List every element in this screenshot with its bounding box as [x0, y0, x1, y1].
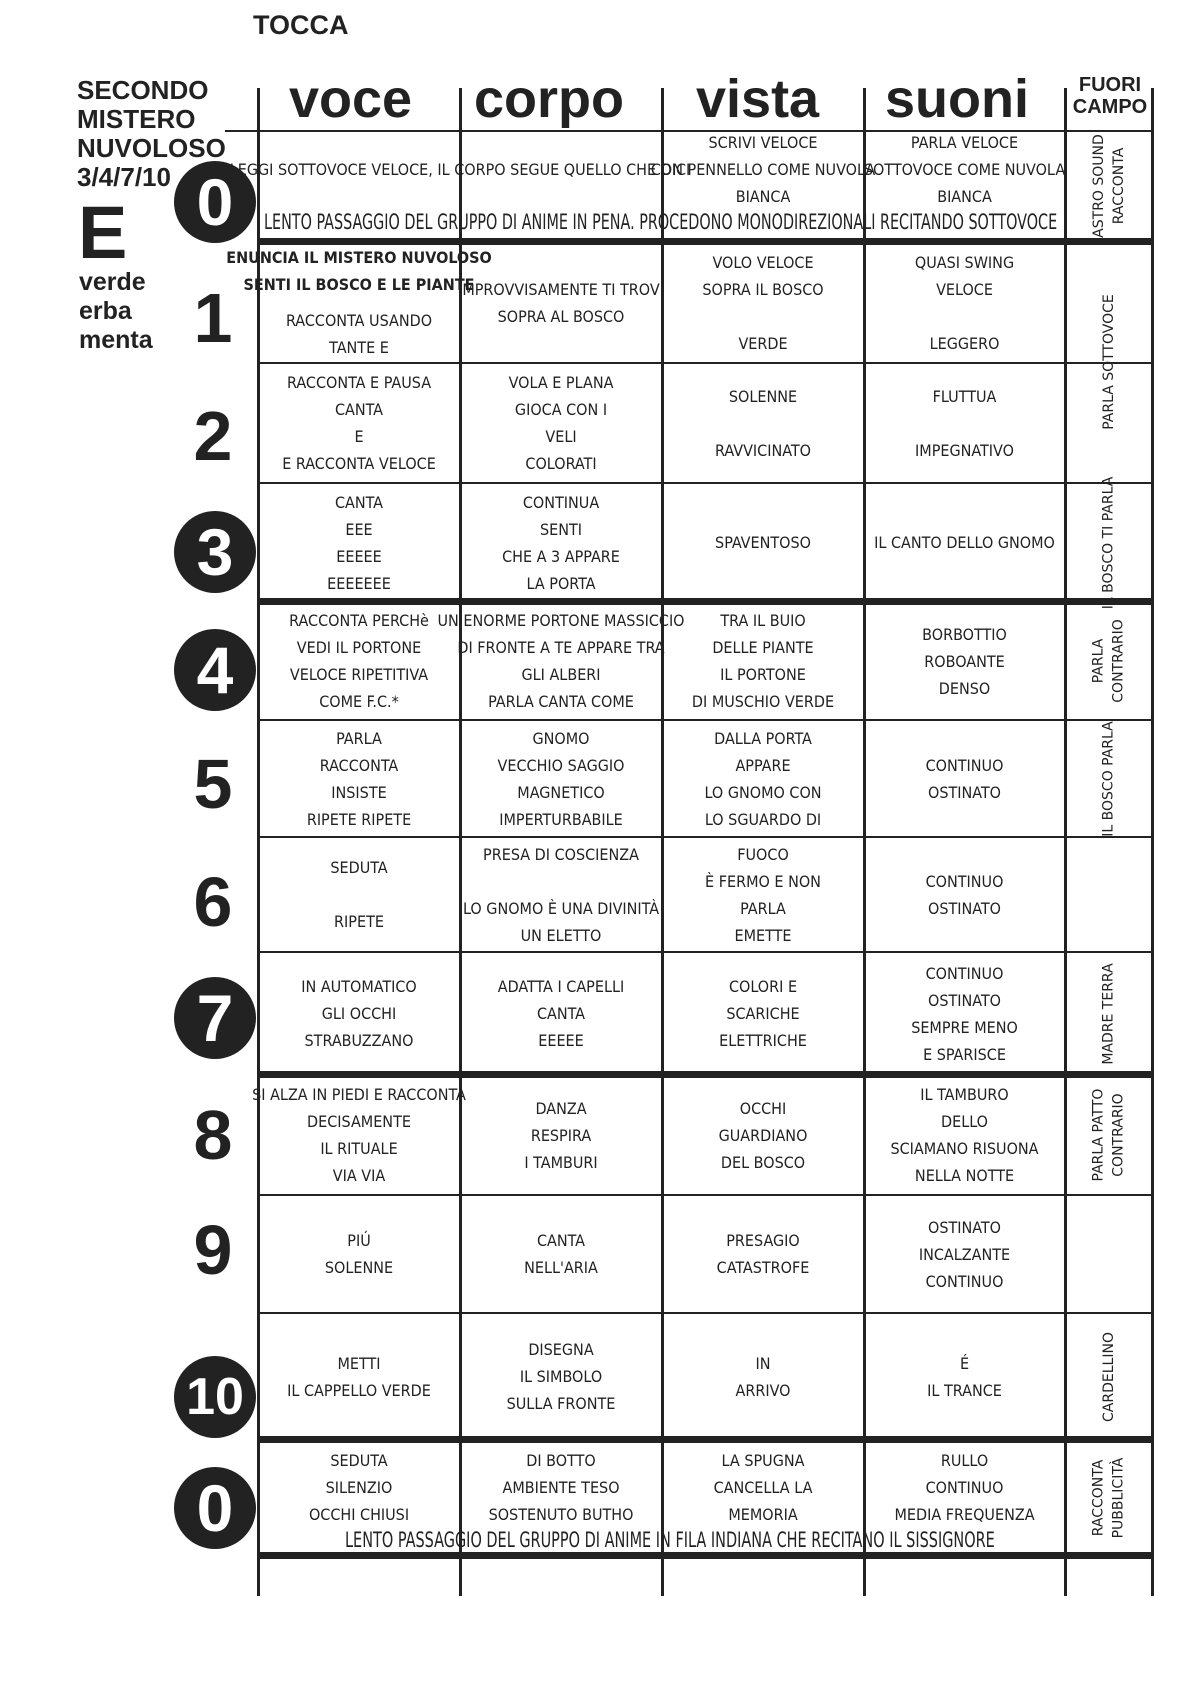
- cell-line: MEDIA FREQUENZA: [894, 1504, 1035, 1524]
- cell-line: CANTA: [536, 1231, 586, 1250]
- cell-line: DI MUSCHIO VERDE: [691, 692, 835, 711]
- cell-line: CANCELLA LA: [713, 1477, 813, 1497]
- cell-line: DELLE PIANTE: [712, 638, 814, 657]
- cell-line: SCARICHE: [726, 1004, 800, 1023]
- cell-line: LA PORTA: [526, 573, 596, 593]
- fuori-campo-text: [1089, 134, 1129, 238]
- column-divider: [1064, 88, 1067, 1596]
- fuori-campo-line: IL BOSCO TI PARLA: [1100, 476, 1117, 609]
- row-divider: [258, 362, 1152, 364]
- cell-line: IL CAPPELLO VERDE: [287, 1380, 431, 1400]
- cell-vista: [665, 485, 861, 600]
- cell-line: SENTI: [539, 519, 583, 539]
- cell-line: GIOCA CON I: [514, 400, 608, 419]
- column-divider: [257, 88, 260, 1596]
- colors-list: [79, 268, 153, 355]
- cell-line: CANTA: [536, 1004, 586, 1023]
- cell-suoni: [867, 365, 1062, 481]
- cell-line: DEL BOSCO: [720, 1152, 806, 1172]
- cell-line: EEE: [345, 519, 373, 539]
- fuori-campo-line: CAMPO: [1072, 96, 1148, 118]
- cell-line: ENUNCIA IL MISTERO NUVOLOSO: [226, 248, 492, 267]
- top-label: TOCCA: [253, 10, 349, 40]
- cell-line: METTI: [337, 1353, 381, 1373]
- side-title-line: 3/4/7/10: [77, 162, 171, 192]
- cell-line: LA SPUGNA: [721, 1450, 805, 1470]
- cell-line: IN: [755, 1353, 771, 1373]
- cell-line: LEGGI SOTTOVOCE VELOCE, IL CORPO SEGUE QUELLO CHE DICI: [229, 159, 691, 179]
- cell-line: SOSTENUTO BUTHO: [488, 1504, 634, 1524]
- cell-line: CATASTROFE: [716, 1258, 810, 1277]
- cell-vista: [665, 1197, 861, 1311]
- cell-voce: [261, 485, 457, 600]
- cell-vista: [665, 244, 861, 361]
- cell-line: SOLENNE: [324, 1258, 394, 1277]
- cell-line: RIPETE RIPETE: [306, 809, 412, 829]
- cell-line: RAVVICINATO: [715, 440, 811, 460]
- cell-line: BIANCA: [937, 186, 992, 206]
- cell-line: LEGGERO: [929, 333, 1000, 353]
- column-header-fuori-campo: [1070, 74, 1150, 118]
- cell-line: PIÚ: [347, 1231, 371, 1250]
- cell-corpo: [463, 485, 659, 600]
- row-number: 2: [193, 397, 233, 475]
- cell-line: RACCONTA PERCHè: [289, 611, 429, 630]
- cell-line: SCIAMANO RISUONA: [890, 1139, 1039, 1158]
- cell-line: ROBOANTE: [924, 651, 1005, 671]
- cell-vista: [665, 1442, 861, 1532]
- cell-voce: [261, 1197, 457, 1311]
- cell-line: PARLA: [336, 728, 382, 748]
- cell-line: IL PORTONE: [720, 665, 806, 684]
- cell-line: ELETTRICHE: [719, 1031, 807, 1050]
- cell-suoni: [867, 1442, 1062, 1532]
- cell-line: EMETTE: [734, 925, 792, 945]
- cell-suoni: [867, 485, 1062, 600]
- fuori-campo-text: [1099, 1332, 1119, 1422]
- column-divider: [1151, 88, 1154, 1596]
- row-number: 5: [193, 745, 233, 823]
- row-divider: [258, 1194, 1152, 1196]
- cell-line: LO SGUARDO DI: [704, 809, 822, 829]
- cell-corpo: [463, 1197, 659, 1311]
- cell-line: DENSO: [938, 678, 991, 698]
- cell-voce: [229, 132, 691, 206]
- cell-line: ARRIVO: [735, 1380, 791, 1400]
- fuori-campo-line: ASTRO SOUND: [1090, 134, 1107, 238]
- cell-line: RULLO: [940, 1450, 989, 1470]
- cell-line: CANTA: [334, 400, 384, 419]
- fuori-campo-cell: [1068, 722, 1149, 835]
- cell-line: RACCONTA: [319, 755, 399, 775]
- cell-line: FUOCO: [737, 844, 789, 864]
- cell-line: SOLENNE: [728, 386, 798, 406]
- cell-voce: [261, 722, 457, 835]
- cell-line: NELLA NOTTE: [914, 1166, 1015, 1185]
- cell-line: SEMPRE MENO: [911, 1017, 1018, 1037]
- big-letter: E: [78, 191, 128, 274]
- cell-line: IL RITUALE: [320, 1139, 398, 1158]
- cell-vista: [665, 1315, 861, 1438]
- cell-line: OCCHI CHIUSI: [308, 1504, 410, 1524]
- fuori-campo-text: [1089, 1089, 1129, 1182]
- cell-line: CONTINUO: [925, 755, 1004, 775]
- cell-line: VELOCE: [936, 279, 993, 299]
- cell-line: VOLO VELOCE: [712, 252, 814, 272]
- cell-line: SPAVENTOSO: [715, 533, 811, 552]
- cell-line: AMBIENTE TESO: [502, 1477, 620, 1497]
- cell-line: SULLA FRONTE: [506, 1394, 616, 1413]
- cell-line: SOPRA AL BOSCO: [497, 306, 625, 326]
- cell-suoni: [867, 604, 1062, 718]
- cell-line: RACCONTA USANDO: [285, 311, 433, 330]
- fuori-campo-cell: [1068, 1442, 1149, 1554]
- cell-line: INSISTE: [331, 782, 387, 802]
- side-title-line: SECONDO: [77, 75, 209, 105]
- cell-voce: [252, 1077, 466, 1193]
- cell-suoni: [867, 244, 1062, 361]
- cell-line: DI BOTTO: [526, 1450, 596, 1470]
- cell-corpo: [463, 1442, 659, 1532]
- fuori-campo-line: PUBBLICITÀ: [1110, 1457, 1127, 1539]
- cell-line: É: [959, 1353, 970, 1373]
- cell-line: PARLA CANTA COME: [488, 692, 634, 711]
- cell-line: GLI ALBERI: [521, 665, 601, 684]
- cell-line: CHE A 3 APPARE: [502, 546, 620, 566]
- cell-line: OSTINATO: [928, 898, 1001, 918]
- fuori-campo-text: [1099, 721, 1119, 836]
- cell-line: IL TRANCE: [927, 1380, 1002, 1400]
- cell-line: PRESA DI COSCIENZA: [483, 844, 639, 864]
- cell-line: LO GNOMO CON: [704, 782, 822, 802]
- cell-line: VOLA E PLANA: [508, 373, 614, 392]
- fuori-campo-text: [1099, 963, 1119, 1064]
- cell-line: COME F.C.*: [319, 692, 399, 711]
- cell-line: BIANCA: [735, 186, 791, 206]
- cell-line: RESPIRA: [530, 1125, 592, 1145]
- fuori-campo-text: [1099, 476, 1119, 609]
- color-item: verde: [79, 268, 146, 296]
- row-number: 0: [174, 161, 256, 243]
- cell-line: GLI OCCHI: [321, 1004, 397, 1023]
- fuori-campo-line: MADRE TERRA: [1100, 962, 1117, 1065]
- column-header-corpo: corpo: [474, 69, 625, 129]
- cell-corpo: [463, 1315, 659, 1438]
- cell-suoni: [867, 1077, 1062, 1193]
- cell-line: DELLO: [941, 1112, 988, 1131]
- cell-line: IMPERTURBABILE: [499, 809, 623, 829]
- column-header-vista: vista: [696, 69, 820, 129]
- fuori-campo-text: [1099, 294, 1119, 430]
- cell-line: EEEEEEE: [327, 573, 391, 593]
- row-number: 1: [193, 279, 233, 357]
- cell-vista: [665, 839, 861, 950]
- fuori-campo-line: CONTRARIO: [1110, 619, 1127, 703]
- cell-line: VELI: [545, 427, 577, 446]
- fuori-campo-cell: [1068, 476, 1149, 609]
- cell-line: SCRIVI VELOCE: [708, 132, 818, 152]
- cell-line: DALLA PORTA: [714, 728, 812, 748]
- cell-line: EEEEE: [336, 546, 382, 566]
- cell-line: VEDI IL PORTONE: [296, 638, 422, 657]
- row-number: 6: [193, 863, 233, 941]
- fuori-campo-cell: [1068, 244, 1149, 479]
- fuori-campo-line: CARDELLINO: [1100, 1331, 1117, 1422]
- cell-vista: [665, 1077, 861, 1193]
- cell-line: CON PENNELLO COME NUVOLA: [650, 159, 876, 179]
- fuori-campo-cell: [1068, 132, 1149, 240]
- column-header-voce: voce: [289, 69, 413, 129]
- cell-line: DISEGNA: [528, 1340, 594, 1359]
- cell-suoni: [867, 1315, 1062, 1438]
- cell-vista: [665, 722, 861, 835]
- side-title-line: NUVOLOSO: [77, 133, 226, 163]
- cell-line: VERDE: [738, 333, 788, 353]
- fuori-campo-line: RACCONTA: [1110, 147, 1127, 225]
- cell-line: COLORATI: [525, 454, 597, 473]
- cell-voce: [261, 839, 457, 950]
- color-item: erba: [79, 297, 132, 325]
- cell-voce: [261, 1442, 457, 1532]
- cell-line: EEEEE: [538, 1031, 584, 1050]
- cell-corpo: [463, 839, 659, 950]
- cell-suoni: [867, 839, 1062, 950]
- cell-suoni: [863, 132, 1066, 206]
- row-divider: [258, 1312, 1152, 1314]
- row-number: 9: [193, 1211, 233, 1289]
- cell-line: FLUTTUA: [932, 386, 997, 406]
- cell-line: CONTINUO: [925, 963, 1004, 983]
- cell-line: APPARE: [735, 755, 791, 775]
- cell-line: SOTTOVOCE COME NUVOLA: [863, 159, 1066, 179]
- cell-voce: [261, 1315, 457, 1438]
- cell-line: INCALZANTE: [918, 1244, 1011, 1264]
- cell-line: DANZA: [535, 1098, 587, 1118]
- cell-line: È FERMO E NON: [705, 871, 821, 891]
- cell-line: TANTE E: [329, 338, 389, 357]
- fuori-campo-text: [1089, 619, 1129, 702]
- row-divider: [258, 1552, 1152, 1559]
- row-number: 7: [174, 977, 256, 1059]
- cell-voce: [261, 954, 457, 1073]
- cell-line: VECCHIO SAGGIO: [497, 755, 625, 775]
- fuori-campo-cell: [1068, 1077, 1149, 1193]
- cell-line: GUARDIANO: [718, 1125, 808, 1145]
- row-divider: [258, 719, 1152, 721]
- cell-vista: [650, 132, 876, 206]
- fuori-campo-line: FUORI: [1078, 74, 1142, 96]
- row-number: 0: [174, 1467, 256, 1549]
- cell-corpo: [458, 244, 664, 361]
- side-title-line: MISTERO: [77, 104, 196, 134]
- row-number: 8: [193, 1096, 233, 1174]
- cell-line: RACCONTA E PAUSA: [286, 373, 432, 392]
- cell-line: SOPRA IL BOSCO: [702, 279, 824, 299]
- cell-line: IN AUTOMATICO: [301, 977, 417, 996]
- cell-corpo: [463, 954, 659, 1073]
- cell-line: UN ELETTO: [520, 925, 602, 945]
- row-divider: [258, 482, 1152, 484]
- banner-text: LENTO PASSAGGIO DEL GRUPPO DI ANIME IN FILA INDIANA CHE RECITANO IL SISSIGNORE: [345, 1528, 995, 1552]
- cell-corpo: [437, 604, 685, 718]
- cell-line: SENTI IL BOSCO E LE PIANTE: [243, 275, 475, 294]
- fuori-campo-line: PARLA PATTO: [1090, 1088, 1107, 1182]
- cell-line: TRA IL BUIO: [720, 611, 806, 630]
- cell-line: OCCHI: [739, 1098, 787, 1118]
- fuori-campo-text: [1089, 1458, 1129, 1539]
- cell-line: MEMORIA: [728, 1504, 798, 1524]
- fuori-campo-line: RACCONTA: [1090, 1459, 1107, 1537]
- row-number: 3: [174, 511, 256, 593]
- fuori-campo-line: PARLA: [1090, 638, 1107, 684]
- fuori-campo-cell: [1068, 954, 1149, 1073]
- cell-line: IMPEGNATIVO: [915, 440, 1014, 460]
- row-divider: [258, 836, 1152, 838]
- cell-line: CANTA: [334, 492, 384, 512]
- cell-line: OSTINATO: [928, 990, 1001, 1010]
- cell-voce: [226, 244, 492, 361]
- cell-line: GNOMO: [532, 728, 590, 748]
- fuori-campo-line: IL BOSCO PARLA: [1100, 720, 1117, 837]
- cell-line: VELOCE RIPETITIVA: [289, 665, 429, 684]
- cell-line: CONTINUO: [925, 871, 1004, 891]
- cell-line: DI FRONTE A TE APPARE TRA: [457, 638, 665, 657]
- cell-line: E RACCONTA VELOCE: [282, 454, 436, 473]
- cell-line: PARLA: [740, 898, 786, 918]
- cell-line: LO GNOMO È UNA DIVINITÀ: [462, 898, 660, 918]
- cell-line: CONTINUA: [522, 492, 600, 512]
- cell-line: BORBOTTIO: [922, 624, 1007, 644]
- cell-line: MAGNETICO: [517, 782, 605, 802]
- banner-text: LENTO PASSAGGIO DEL GRUPPO DI ANIME IN PENA. PROCEDONO MONODIREZIONALI RECITANDO SOTTOVOCE: [264, 210, 1058, 234]
- cell-line: SI ALZA IN PIEDI E RACCONTA: [252, 1085, 466, 1104]
- column-divider: [661, 88, 664, 1596]
- cell-line: I TAMBURI: [524, 1152, 598, 1172]
- cell-line: E: [354, 427, 364, 446]
- cell-line: OSTINATO: [928, 1217, 1001, 1237]
- cell-line: DECISAMENTE: [307, 1112, 411, 1131]
- cell-vista: [665, 365, 861, 481]
- cell-line: CONTINUO: [925, 1271, 1004, 1291]
- cell-line: IL SIMBOLO: [519, 1367, 603, 1386]
- cell-line: UN ENORME PORTONE MASSICCIO: [437, 611, 685, 630]
- cell-line: OSTINATO: [928, 782, 1001, 802]
- cell-vista: [665, 954, 861, 1073]
- column-header-suoni: suoni: [885, 69, 1029, 129]
- cell-line: IMPROVVISAMENTE TI TROVI: [458, 279, 664, 299]
- cell-line: STRABUZZANO: [304, 1031, 414, 1050]
- cell-voce: [261, 365, 457, 481]
- fuori-campo-cell: [1068, 1315, 1149, 1438]
- cell-corpo: [463, 1077, 659, 1193]
- cell-line: RIPETE: [334, 912, 384, 931]
- column-divider: [863, 88, 866, 1596]
- row-number: 10: [174, 1356, 256, 1438]
- fuori-campo-cell: [1068, 604, 1149, 718]
- cell-vista: [665, 604, 861, 718]
- row-divider: [258, 951, 1152, 953]
- cell-line: E SPARISCE: [923, 1044, 1006, 1064]
- cell-line: SEDUTA: [330, 858, 388, 877]
- cell-line: VIA VIA: [332, 1166, 386, 1185]
- cell-line: IL TAMBURO: [920, 1085, 1009, 1104]
- cell-line: CONTINUO: [925, 1477, 1004, 1497]
- cell-line: NELL'ARIA: [524, 1258, 598, 1277]
- cell-corpo: [463, 365, 659, 481]
- fuori-campo-line: CONTRARIO: [1110, 1093, 1127, 1177]
- cell-suoni: [867, 722, 1062, 835]
- cell-line: IL CANTO DELLO GNOMO: [874, 533, 1055, 552]
- cell-line: QUASI SWING: [914, 252, 1015, 272]
- fuori-campo-line: PARLA SOTTOVOCE: [1100, 293, 1117, 430]
- cell-suoni: [867, 954, 1062, 1073]
- color-item: menta: [79, 326, 153, 354]
- cell-line: SILENZIO: [325, 1477, 393, 1497]
- column-divider: [459, 88, 462, 1596]
- cell-line: SEDUTA: [330, 1450, 388, 1470]
- cell-line: ADATTA I CAPELLI: [497, 977, 625, 996]
- cell-suoni: [867, 1197, 1062, 1311]
- cell-line: PARLA VELOCE: [910, 132, 1019, 152]
- row-number: 4: [174, 629, 256, 711]
- cell-line: COLORI E: [728, 977, 798, 996]
- cell-corpo: [463, 722, 659, 835]
- cell-voce: [261, 604, 457, 718]
- cell-line: PRESAGIO: [726, 1231, 800, 1250]
